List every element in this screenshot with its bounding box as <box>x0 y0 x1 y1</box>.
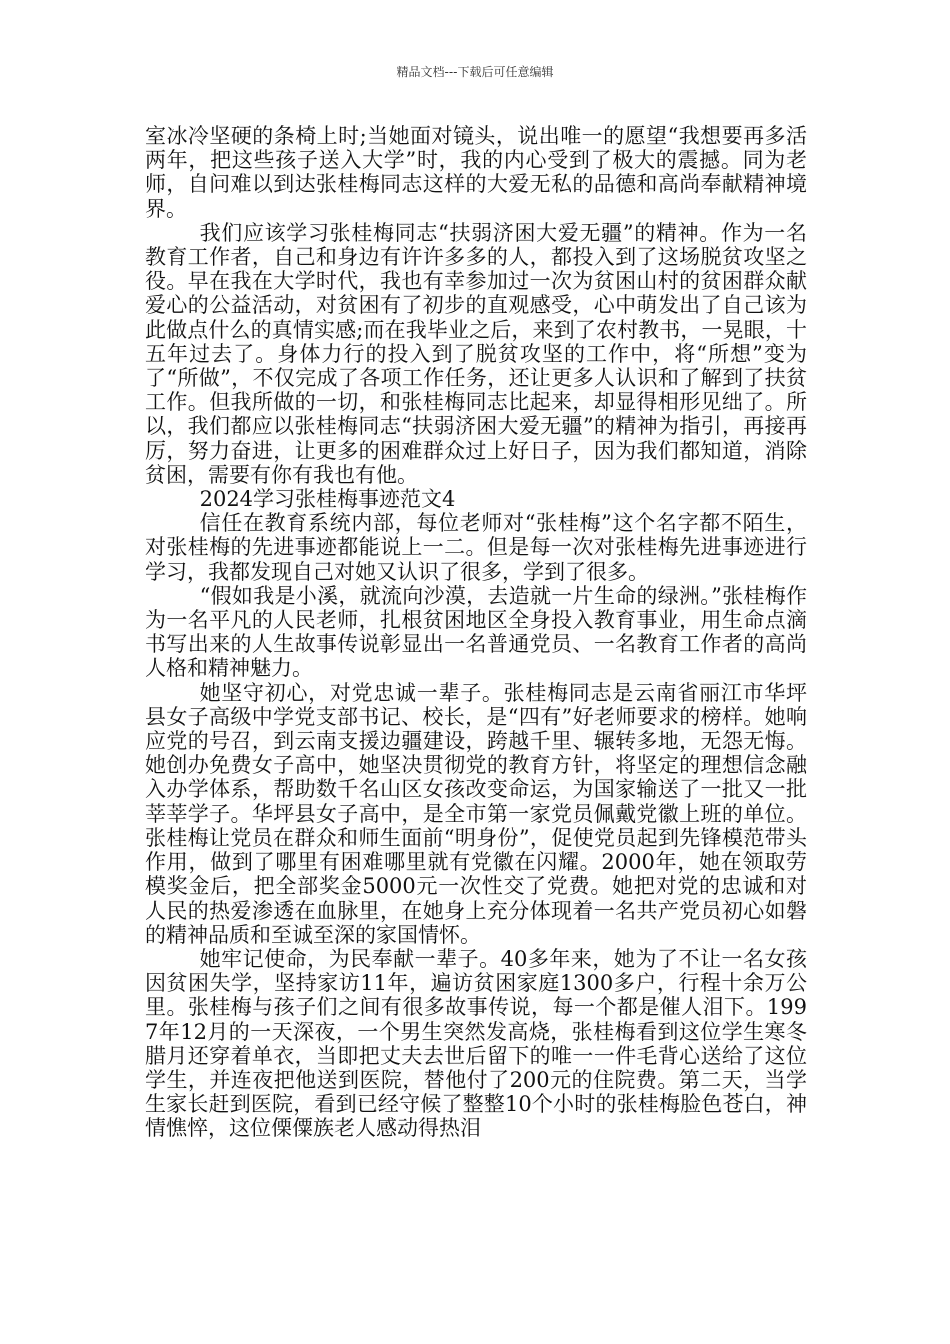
paragraph-1: 室冰冷坚硬的条椅上时;当她面对镜头，说出唯一的愿望“我想要再多活两年，把这些孩子送入大学”时，我的内心受到了极大的震撼。同为老师，自问难以到达张桂梅同志这样的大爱无私的品德和高尚奉献精神境界。 <box>145 124 807 221</box>
paragraph-6: 她牢记使命，为民奉献一辈子。40多年来，她为了不让一名女孩因贫困失学，坚持家访11年，遍访贫困家庭1300多户，行程十余万公里。张桂梅与孩子们之间有很多故事传说，每一个都是催人泪下。1997年12月的一天深夜，一个男生突然发高烧，张桂梅看到这位学生寒冬腊月还穿着单衣，当即把丈夫去世后留下的唯一一件毛背心送给了这位学生，并连夜把他送到医院，替他付了200元的住院费。第二天，当学生家长赶到医院，看到已经守候了整整10个小时的张桂梅脸色苍白，神情憔悴，这位傈僳族老人感动得热泪 <box>145 946 807 1141</box>
paragraph-4: “假如我是小溪，就流向沙漠，去造就一片生命的绿洲。”张桂梅作为一名平凡的人民老师，扎根贫困地区全身投入教育事业，用生命点滴书写出来的人生故事传说彰显出一名普通党员、一名教育工作者的高尚人格和精神魅力。 <box>145 583 807 681</box>
paragraph-5: 她坚守初心，对党忠诚一辈子。张桂梅同志是云南省丽江市华坪县女子高级中学党支部书记、校长，是“四有”好老师要求的榜样。她响应党的号召，到云南支援边疆建设，跨越千里、辗转多地，无怨无悔。她创办免费女子高中，她坚决贯彻党的教育方针，将坚定的理想信念融入办学体系，帮助数千名山区女孩改变命运，为国家输送了一批又一批莘莘学子。华坪县女子高中，是全市第一家党员佩戴党徽上班的单位。张桂梅让党员在群众和师生面前“明身份”，促使党员起到先锋模范带头作用，做到了哪里有困难哪里就有党徽在闪耀。2000年，她在领取劳模奖金后，把全部奖金5000元一次性交了党费。她把对党的忠诚和对人民的热爱渗透在血脉里，在她身上充分体现着一名共产党员初心如磐的精神品质和至诚至深的家国情怀。 <box>145 680 807 947</box>
document-body <box>145 124 807 1141</box>
page-header: 精品文档---下载后可任意编辑 <box>396 65 554 79</box>
section-heading: 2024学习张桂梅事迹范文4 <box>199 487 456 512</box>
paragraph-3: 信任在教育系统内部，每位老师对“张桂梅”这个名字都不陌生，对张桂梅的先进事迹都能说上一二。但是每一次对张桂梅先进事迹进行学习，我都发现自己对她又认识了很多，学到了很多。 <box>145 511 807 584</box>
paragraph-2: 我们应该学习张桂梅同志“扶弱济困大爱无疆”的精神。作为一名教育工作者，自己和身边有许许多多的人，都投入到了这场脱贫攻坚之役。早在我在大学时代，我也有幸参加过一次为贫困山村的贫困群众献爱心的公益活动，对贫困有了初步的直观感受，心中萌发出了自己该为此做点什么的真情实感;而在我毕业之后，来到了农村教书，一晃眼，十五年过去了。身体力行的投入到了脱贫攻坚的工作中，将“所想”变为了“所做”，不仅完成了各项工作任务，还让更多人认识和了解到了扶贫工作。但我所做的一切，和张桂梅同志比起来，却显得相形见绌了。所以，我们都应以张桂梅同志“扶弱济困大爱无疆”的精神为指引，再接再厉，努力奋进，让更多的困难群众过上好日子，因为我们都知道，消除贫困，需要有你有我也有他。 <box>145 220 807 487</box>
